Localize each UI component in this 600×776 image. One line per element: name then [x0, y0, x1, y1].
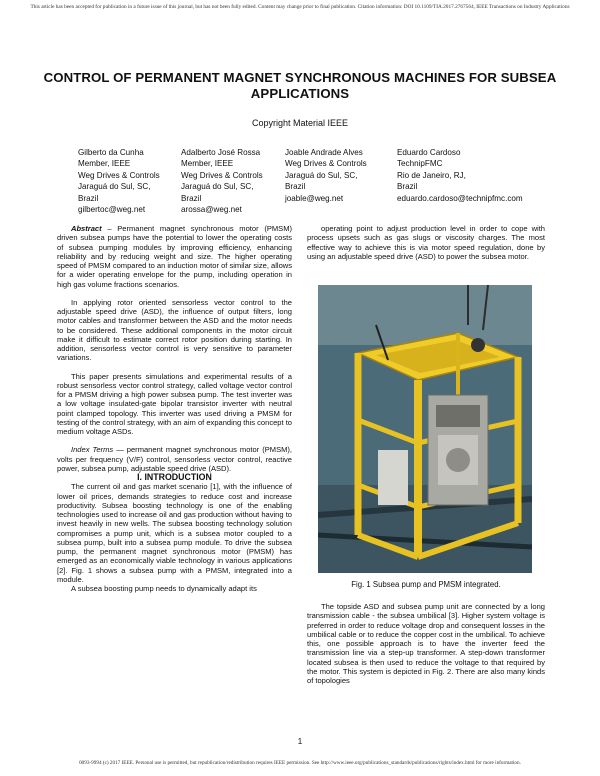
body-paragraph: operating point to adjust production level in order to cope with process upsets such as gas slugs or viscosity charges. The most effective way to achieve this is via motor speed regulation, done by using an adjustable speed drive (ASD) to power the subsea motor.	[307, 224, 545, 261]
figure-caption: Fig. 1 Subsea pump and PMSM integrated.	[351, 580, 501, 589]
intro-paragraph: The current oil and gas market scenario [1], with the influence of lower oil prices, demands strategies to reduce cost and increase productivity. Subsea boosting technology is one of the enabling technologies used to increase oil and gas production without having to invest heavily in new wells. The subsea boosting technology solution compromises a pump unit, which is a subsea motor coupled to a subsea pump, built into a subsea pump module. To drive the subsea pump, the permanent magnet synchronous motor (PMSM) has emerged as an economically viable technology in various applications [2]. Fig. 1 shows a subsea pump with a PMSM, integrated into a module.	[57, 482, 292, 584]
abstract-paragraph: This paper presents simulations and experimental results of a robust sensorless vector control strategy, called voltage vector control for a PMSM driving a high power subsea pump. The test inverter was a low voltage insulated-gate bipolar transistor inverter with neutral point clamped topology. This inverter was used driving a PMSM for testing of the control strategy, with an aim of expanding this concept to medium voltage ASDs.	[57, 371, 292, 436]
index-terms: Index Terms — permanent magnet synchronous motor (PMSM), volts per frequency (V/F) control, sensorless vector control, reactive power, subsea pump, adjustable speed drive (ASD).	[57, 445, 292, 473]
author-email: arossa@weg.net	[181, 205, 242, 215]
header-notice: This article has been accepted for publication in a future issue of this journal, but has not been fully edited. Content may change prior to final publication. Citation information: DOI 10.1109/TIA.2017.2767564, IEEE Transactions on Industry Applications	[30, 4, 570, 10]
page-number: 1	[297, 737, 303, 746]
subsea-pump-illustration	[318, 285, 532, 573]
section-heading: I. INTRODUCTION	[137, 472, 212, 482]
author-member: Member, IEEE	[181, 159, 234, 169]
author-block-4	[397, 147, 523, 204]
author-org: Weg Drives & Controls	[181, 170, 263, 180]
author-block-3	[285, 147, 367, 204]
footer-notice: 0093-9994 (c) 2017 IEEE. Personal use is permitted, but republication/redistribution requires IEEE permission. See http://www.ieee.org/publications_standards/publications/rights/index.html for more information.	[79, 760, 521, 766]
author-member: Member, IEEE	[78, 159, 131, 169]
figure-subsea-pump-photo	[318, 285, 532, 573]
author-email: joable@weg.net	[285, 193, 344, 203]
intro-paragraph: A subsea boosting pump needs to dynamically adapt its	[71, 584, 257, 593]
author-org: Weg Drives & Controls	[78, 170, 160, 180]
author-name: Joable Andrade Alves	[285, 148, 363, 157]
author-country: Brazil	[181, 193, 202, 203]
author-country: Brazil	[397, 182, 418, 192]
author-city: Jaraguá do Sul, SC,	[285, 170, 358, 180]
right-column-bottom	[307, 602, 545, 685]
author-org: Weg Drives & Controls	[285, 159, 367, 169]
author-email: gilbertoc@weg.net	[78, 205, 146, 215]
author-country: Brazil	[78, 193, 99, 203]
right-column-top	[307, 224, 545, 261]
body-paragraph: The topside ASD and subsea pump unit are connected by a long transmission cable - the subsea umbilical [3]. Higher system voltage is preferred in order to reduce voltage drop and consequent losses in the umbilical cable or to reduce the copper cost in the umbilical. To achieve this, one possible approach is to have the inverter feed the transmission line via a step-up transformer. A step-down transformer located subsea is then used to reduce the voltage to that required by the motor. This system is depicted in Fig. 2. There are also many kinds of topologies	[307, 602, 545, 685]
author-city: Jaraguá do Sul, SC,	[181, 182, 254, 192]
author-block-2	[181, 147, 263, 215]
author-email: eduardo.cardoso@technipfmc.com	[397, 193, 523, 203]
author-name: Eduardo Cardoso	[397, 148, 461, 157]
index-terms-label: Index Terms	[71, 445, 114, 455]
abstract-paragraph: In applying rotor oriented sensorless vector control to the adjustable speed drive (ASD), the influence of output filters, long motor cables and transformer between the ASD and the motor needs to be considered. These additional components in the motor circuit make it difficult to estimate correct rotor position during starting. In addition, sensorless vector control is very sensitive to parameter variations.	[57, 297, 292, 363]
author-org: TechnipFMC	[397, 159, 443, 169]
author-city: Rio de Janeiro, RJ,	[397, 170, 466, 180]
abstract-paragraph: Abstract – Permanent magnet synchronous motor (PMSM) driven subsea pumps have the potential to lower the operating costs of subsea pumping modules by improving efficiency, enhancing reliability and by reducing weight and size. The higher operating speed of PMSM compared to an induction motor of similar size, allows for a wider operating envelope for the pump, including operation in high gas volume fractions scenarios.	[57, 224, 292, 289]
left-column	[57, 224, 292, 593]
author-name: Adalberto José Rossa	[181, 148, 261, 157]
author-city: Jaraguá do Sul, SC,	[78, 182, 151, 192]
author-country: Brazil	[285, 182, 306, 192]
author-name: Gilberto da Cunha	[78, 148, 144, 157]
abstract-label: Abstract	[71, 224, 102, 233]
copyright-line: Copyright Material IEEE	[251, 118, 349, 128]
paper-title: CONTROL OF PERMANENT MAGNET SYNCHRONOUS MACHINES FOR SUBSEA APPLICATIONS	[43, 70, 557, 101]
author-block-1	[78, 147, 160, 215]
